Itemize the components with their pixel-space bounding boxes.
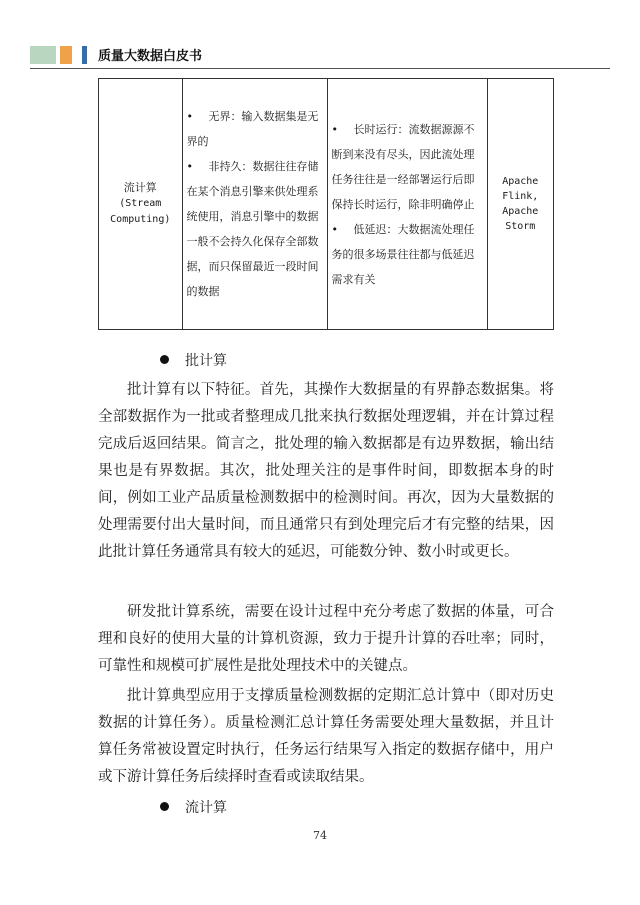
header-title: 质量大数据白皮书 (98, 49, 203, 64)
frameworks-cell: Apache Flink, Apache Storm (487, 79, 553, 330)
row-name-en: (Stream Computing) (110, 198, 171, 225)
section-heading-batch: 批计算 (160, 350, 227, 370)
page-number: 74 (313, 829, 327, 842)
computing-table (98, 78, 554, 330)
trait-item: • 长时运行：流数据源源不断到来没有尽头，因此流处理任务往往是一经部署运行后即保持长时运行，除非明确停止 (331, 122, 475, 211)
page-header (0, 38, 640, 68)
section-heading-stream: 流计算 (160, 797, 227, 817)
header-orange-block (60, 46, 72, 64)
bullet-dot-icon (160, 355, 169, 364)
feature-item: • 无界：输入数据集是无界的 (186, 110, 319, 148)
bullet-dot-icon (160, 802, 169, 811)
table-row (99, 79, 554, 330)
header-blue-bar (82, 46, 87, 64)
paragraph: 研发批计算系统，需要在设计过程中充分考虑了数据的体量，可合理和良好的使用大量的计算机资源，致力于提升计算的吞吐率；同时，可靠性和规模可扩展性是批处理技术中的关键点。 (98, 604, 554, 674)
feature-item: • 非持久：数据往往存储在某个消息引擎来供处理系统使用，消息引擎中的数据一般不会持久化保存全部数据，而只保留最近一段时间的数据 (186, 160, 319, 298)
traits-cell (327, 79, 487, 330)
paragraph: 批计算典型应用于支撑质量检测数据的定期汇总计算中（即对历史数据的计算任务）。质量检测汇总计算任务需要处理大量数据，并且计算任务常被设置定时执行，任务运行结果写入指定的数据存储中，用户或下游计算任务后续择时查看或读取结果。 (98, 688, 554, 785)
header-green-block (30, 46, 56, 64)
trait-item: • 低延迟：大数据流处理任务的很多场景往往都与低延迟需求有关 (331, 222, 475, 286)
paragraph: 批计算有以下特征。首先，其操作大数据量的有界静态数据集。将全部数据作为一批或者整理成几批来执行数据处理逻辑，并在计算过程完成后返回结果。简言之，批处理的输入数据都是有边界数据，输出结果也是有界数据。其次，批处理关注的是事件时间，即数据本身的时间，例如工业产品质量检测数据中的检测时间。再次，因为大量数据的处理需要付出大量时间，而且通常只有到处理完后才有完整的结果，因此批计算任务通常具有较大的延迟，可能数分钟、数小时或更长。 (98, 382, 554, 560)
row-name: 流计算 (123, 181, 157, 194)
features-cell (182, 79, 327, 330)
row-name-cell (99, 79, 183, 330)
header-rule (30, 68, 610, 69)
